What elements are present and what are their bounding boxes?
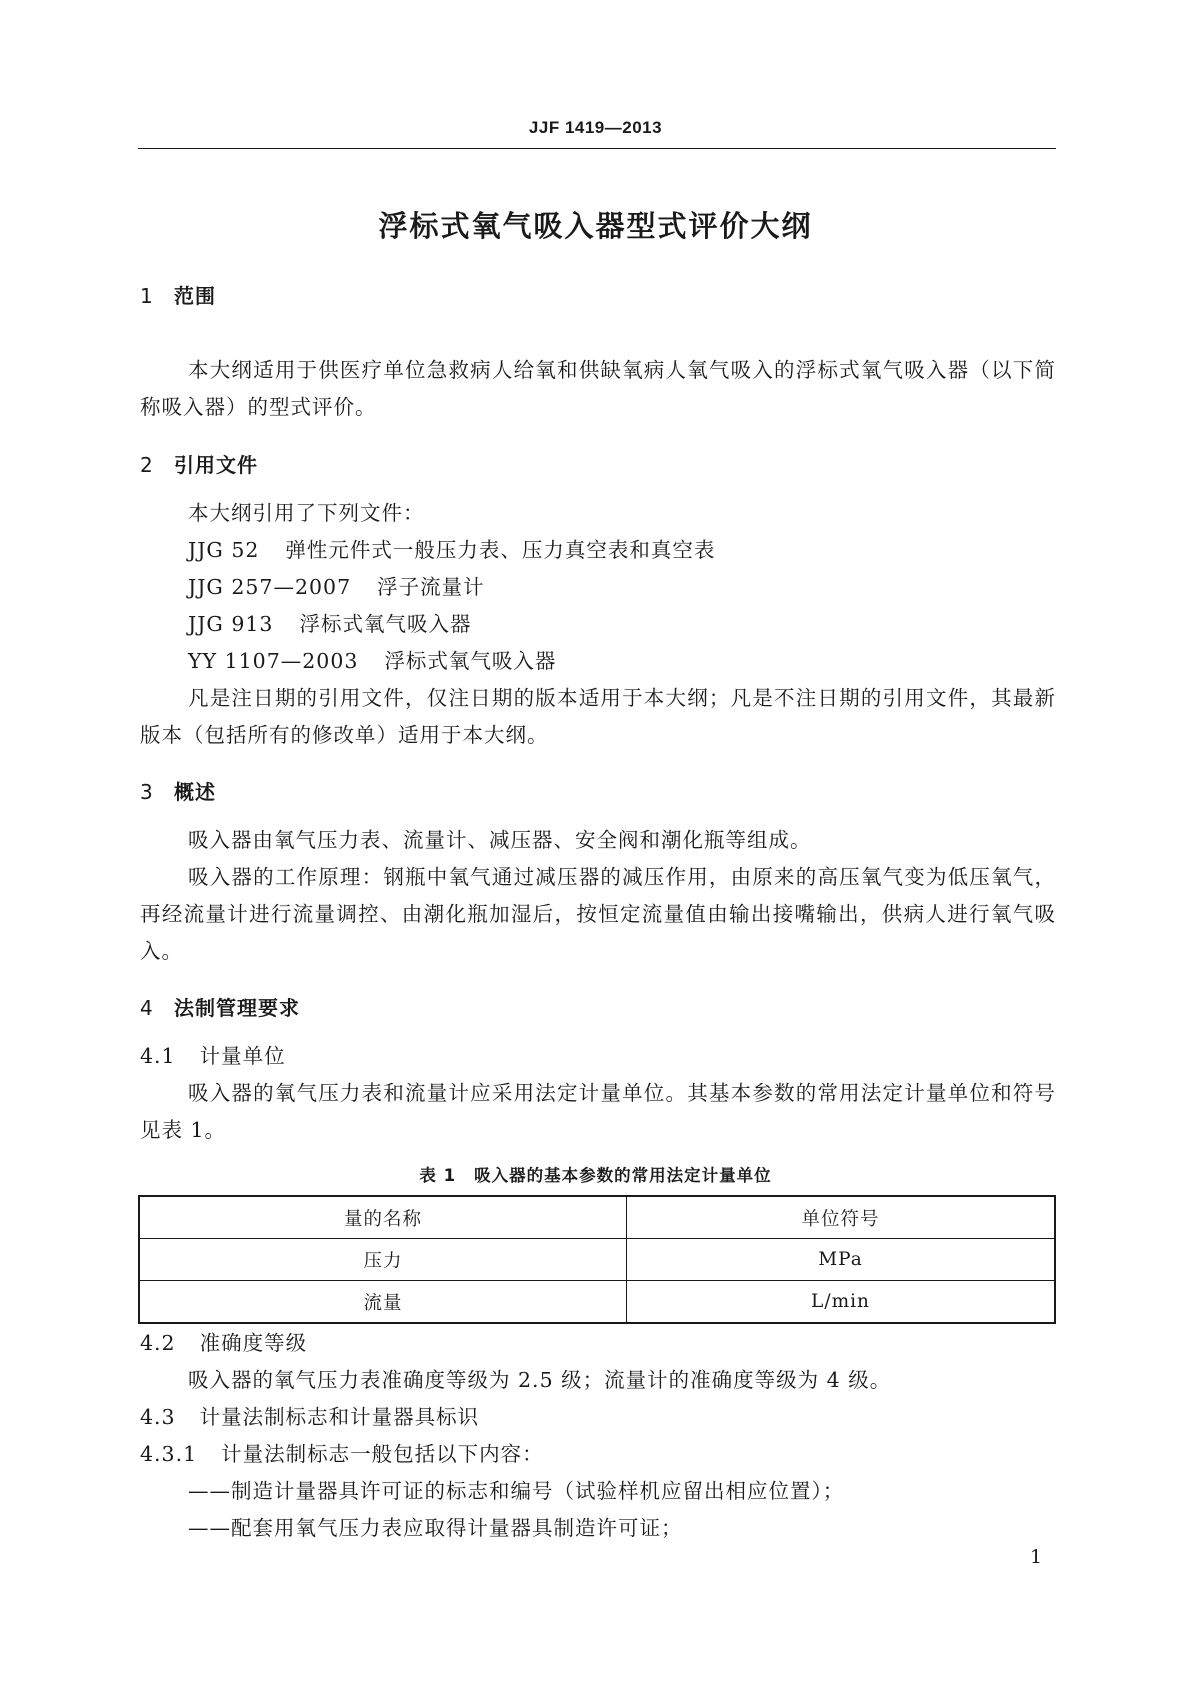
table-cell: 压力 — [139, 1239, 627, 1281]
header-rule — [138, 148, 1056, 149]
reference-code: JJG 257—2007 — [188, 575, 352, 599]
overview-paragraph-2: 吸入器的工作原理：钢瓶中氧气通过减压器的减压作用，由原来的高压氧气变为低压氧气，再经流量计进行流量调控、由潮化瓶加湿后，按恒定流量值由输出接嘴输出，供病人进行氧气吸入。 — [140, 865, 1056, 963]
section-1-body: 本大纲适用于供医疗单位急救病人给氧和供缺氧病人氧气吸入的浮标式氧气吸入器（以下简称吸入器）的型式评价。 — [140, 358, 1056, 419]
section-title: 法制管理要求 — [174, 996, 300, 1020]
overview-paragraph-1: 吸入器由氧气压力表、流量计、减压器、安全阀和潮化瓶等组成。 — [188, 828, 812, 852]
reference-item — [188, 569, 485, 606]
subsection-number: 4.3 — [140, 1405, 176, 1429]
table-caption — [0, 1162, 1191, 1186]
subsection-title: 准确度等级 — [199, 1331, 308, 1355]
reference-item — [188, 606, 471, 643]
section-number: 2 — [140, 453, 154, 477]
section-3-heading — [140, 776, 216, 805]
reference-code: JJG 52 — [188, 538, 260, 562]
subsection-number: 4.2 — [140, 1331, 176, 1355]
table-cell: MPa — [627, 1239, 1056, 1281]
subsection-title: 计量法制标志和计量器具标识 — [199, 1405, 480, 1429]
reference-name: 弹性元件式一般压力表、压力真空表和真空表 — [285, 538, 716, 562]
table-header-cell: 量的名称 — [139, 1196, 627, 1239]
section-number: 4 — [140, 996, 154, 1020]
units-table — [138, 1195, 1056, 1324]
standard-code-header: JJF 1419—2013 — [528, 118, 663, 137]
section-1-heading — [140, 280, 216, 309]
table-row — [139, 1239, 1055, 1281]
subsection-4-2-heading — [140, 1325, 307, 1362]
subsection-number: 4.1 — [140, 1044, 176, 1068]
subsection-4-2-body: 吸入器的氧气压力表准确度等级为 2.5 级；流量计的准确度等级为 4 级。 — [188, 1368, 892, 1392]
table-header-cell: 单位符号 — [627, 1196, 1056, 1239]
section-title: 概述 — [174, 780, 216, 804]
references-intro: 本大纲引用了下列文件： — [188, 501, 425, 525]
page-number: 1 — [1030, 1546, 1043, 1568]
reference-name: 浮标式氧气吸入器 — [299, 612, 472, 636]
section-number: 3 — [140, 780, 154, 804]
section-title: 引用文件 — [174, 453, 258, 477]
section-number: 1 — [140, 284, 154, 308]
reference-name: 浮标式氧气吸入器 — [384, 649, 557, 673]
reference-item — [188, 643, 556, 680]
table-row — [139, 1281, 1055, 1324]
reference-name: 浮子流量计 — [377, 575, 485, 599]
reference-item — [188, 532, 715, 569]
subsection-4-3-heading — [140, 1399, 479, 1436]
subsection-4-1-heading — [140, 1038, 286, 1075]
table-header-row — [139, 1196, 1055, 1239]
document-title: 浮标式氧气吸入器型式评价大纲 — [378, 209, 813, 243]
section-title: 范围 — [174, 284, 216, 308]
table-cell: L/min — [627, 1281, 1056, 1324]
table-number: 表 1 — [419, 1166, 457, 1185]
list-item: ——制造计量器具许可证的标志和编号（试验样机应留出相应位置）； — [188, 1479, 845, 1503]
section-2-heading — [140, 449, 258, 478]
list-item: ——配套用氧气压力表应取得计量器具制造许可证； — [188, 1516, 683, 1540]
subsection-4-1-body: 吸入器的氧气压力表和流量计应采用法定计量单位。其基本参数的常用法定计量单位和符号见表 1。 — [140, 1081, 1056, 1142]
table-cell: 流量 — [139, 1281, 627, 1324]
table-caption-text: 吸入器的基本参数的常用法定计量单位 — [474, 1166, 772, 1185]
subsection-4-3-1-heading — [140, 1436, 544, 1473]
subsection-title: 计量法制标志一般包括以下内容： — [221, 1442, 544, 1466]
section-4-heading — [140, 992, 300, 1021]
references-note: 凡是注日期的引用文件，仅注日期的版本适用于本大纲；凡是不注日期的引用文件，其最新版本（包括所有的修改单）适用于本大纲。 — [140, 686, 1056, 747]
subsection-number: 4.3.1 — [140, 1442, 198, 1466]
subsection-title: 计量单位 — [199, 1044, 286, 1068]
reference-code: JJG 913 — [188, 612, 274, 636]
reference-code: YY 1107—2003 — [188, 649, 359, 673]
